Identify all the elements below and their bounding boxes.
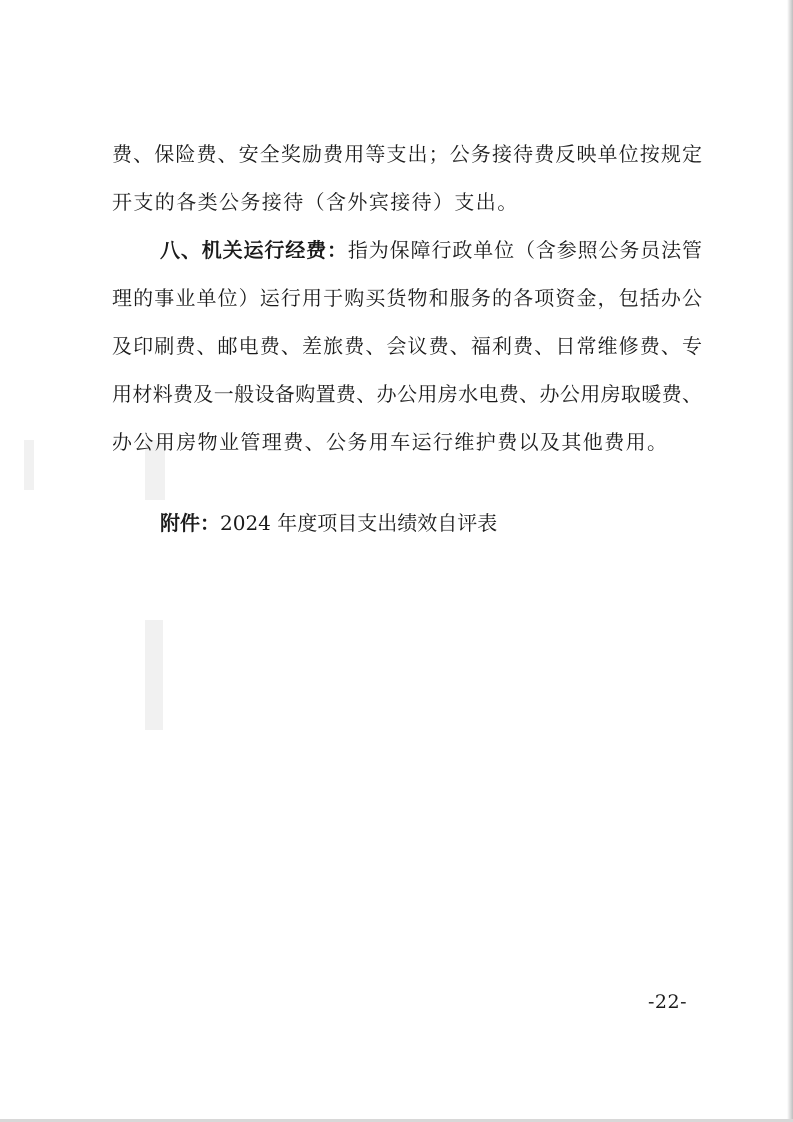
scan-artifact: [145, 620, 163, 730]
page-number: -22-: [648, 991, 688, 1013]
body-text: [112, 144, 702, 480]
paragraph-line: 办公用房物业管理费、公务用车运行维护费以及其他费用。: [112, 430, 669, 454]
section-heading-line: [112, 240, 702, 260]
paragraph-line: 用材料费及一般设备购置费、办公用房水电费、办公用房取暖费、: [112, 382, 702, 406]
attachment-line: [160, 512, 497, 534]
paragraph-line: 费、保险费、安全奖励费用等支出；公务接待费反映单位按规定: [112, 142, 702, 166]
paragraph-line: 开支的各类公务接待（含外宾接待）支出。: [112, 190, 519, 214]
paragraph-line: 理的事业单位）运行用于购买货物和服务的各项资金，包括办公: [112, 286, 702, 310]
attachment-title: 2024 年度项目支出绩效自评表: [220, 511, 498, 535]
scan-artifact: [24, 440, 34, 490]
section-heading: 八、机关运行经费：: [160, 238, 348, 262]
attachment-label: 附件：: [160, 511, 220, 535]
scan-edge-right: [787, 0, 793, 1122]
paragraph-line: 及印刷费、邮电费、差旅费、会议费、福利费、日常维修费、专: [112, 334, 702, 358]
paragraph-line-text: 指为保障行政单位（含参照公务员法管: [347, 238, 703, 262]
